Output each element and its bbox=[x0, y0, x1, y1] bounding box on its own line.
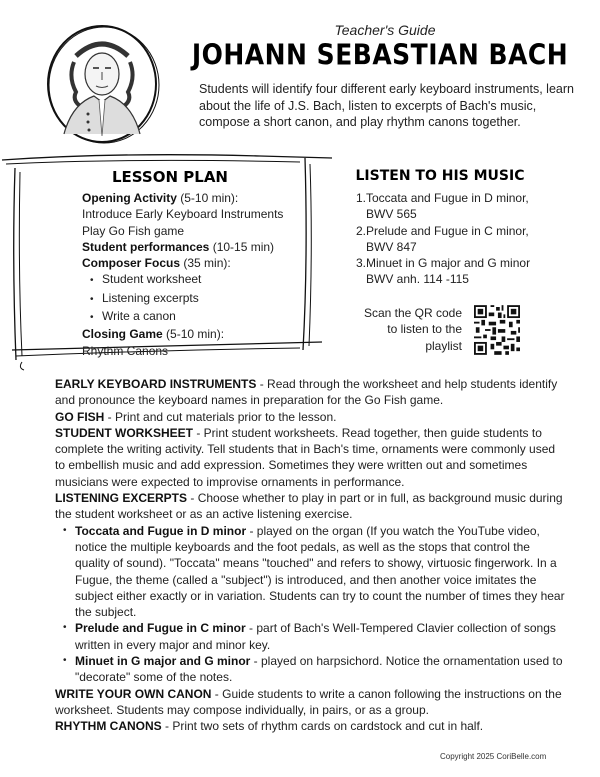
lesson-item-text: Introduce Early Keyboard Instruments bbox=[82, 207, 284, 222]
section-worksheet bbox=[55, 425, 565, 490]
listening-bullets bbox=[55, 523, 565, 686]
listen-item-text: Minuet in G major and G minor BWV anh. 114 -115 bbox=[366, 256, 531, 287]
instructions-body bbox=[55, 376, 565, 735]
section-heading: RHYTHM CANONS bbox=[55, 719, 162, 734]
lesson-item bbox=[82, 326, 322, 342]
lesson-subitem: • Write a canon bbox=[82, 308, 322, 326]
lesson-item-label: Opening Activity bbox=[82, 191, 177, 205]
lesson-item bbox=[82, 239, 322, 255]
lesson-plan-list bbox=[82, 190, 322, 359]
section-text: - Guide students to write a canon following the instructions on the worksheet. Students may compose individually, in pairs, or as a group. bbox=[55, 686, 562, 717]
bach-portrait-icon bbox=[44, 22, 164, 146]
section-text: - Print two sets of rhythm cards on cardstock and cut in half. bbox=[161, 719, 484, 734]
lesson-item-label: Student performances bbox=[82, 239, 210, 254]
listen-item bbox=[356, 223, 556, 256]
lesson-item bbox=[82, 343, 322, 359]
listen-item-number: 1. bbox=[356, 191, 367, 205]
section-canon bbox=[55, 686, 565, 719]
lesson-item-label: Closing Game bbox=[82, 327, 163, 342]
section-heading: STUDENT WORKSHEET bbox=[55, 425, 193, 440]
section-listening bbox=[55, 490, 565, 523]
document-subtitle: Teacher's Guide bbox=[334, 22, 436, 38]
bullet-heading: Minuet in G major and G minor bbox=[75, 654, 251, 669]
section-text: - Read through the worksheet and help students identify and pronounce the keyboard names in preparation for the Go Fish game. bbox=[55, 377, 558, 408]
section-text: - Print student worksheets. Read together, then guide students to complete the writing activity. Tell students that in Bach's time, ornaments were commonly used to embellish music and add expression. Sometimes they were written out and sometimes musicians were expected to improvise ornaments in performance. bbox=[55, 425, 556, 489]
lesson-subitem: • Listening excerpts bbox=[82, 290, 322, 308]
listen-item-text: Toccata and Fugue in D minor, BWV 565 bbox=[366, 191, 529, 222]
section-rhythm bbox=[55, 718, 565, 734]
qr-caption: Scan the QR code to listen to the playlist bbox=[363, 306, 462, 353]
bullet-text: - played on the organ (If you watch the YouTube video, notice the multiple keyboards and the foot pedals, as well as the stops that control the quality of sound). "Toccata" means "touched" and refers to showy, virtuosic fingerwork. In a Fugue, the theme (called a "subject") is introduced, and then another voice imitates the subject either exactly or in variation. Students can try to count the number of times they hear the subject. bbox=[75, 523, 565, 620]
listening-bullet bbox=[75, 523, 565, 621]
lesson-item bbox=[82, 223, 322, 239]
intro-paragraph: Students will identify four different early keyboard instruments, learn about the life of J.S. Bach, listen to excerpts of Bach's music, compose a short canon, and play rhythm canons together. bbox=[199, 82, 574, 129]
lesson-item bbox=[82, 255, 322, 271]
lesson-item-text: Rhythm Canons bbox=[82, 343, 169, 358]
listen-item bbox=[356, 190, 556, 223]
lesson-item-text: Play Go Fish game bbox=[82, 223, 185, 238]
qr-code-icon[interactable] bbox=[474, 305, 520, 355]
listen-list bbox=[356, 190, 556, 288]
lesson-item bbox=[82, 206, 322, 222]
section-text: - Choose whether to play in part or in full, as background music during the student worksheet or as an active listening exercise. bbox=[55, 491, 563, 522]
listen-item-text: Prelude and Fugue in C minor, BWV 847 bbox=[366, 223, 529, 254]
listen-item-number: 2. bbox=[356, 223, 367, 238]
lesson-item-duration: (5-10 min): bbox=[162, 327, 225, 342]
lesson-item bbox=[82, 190, 322, 206]
listening-bullet bbox=[75, 653, 565, 686]
section-text: - Print and cut materials prior to the lesson. bbox=[104, 409, 337, 424]
lesson-plan-title: LESSON PLAN bbox=[112, 168, 228, 186]
bullet-heading: Prelude and Fugue in C minor bbox=[75, 621, 246, 636]
section-early-keyboard bbox=[55, 376, 565, 409]
lesson-item-duration: (35 min): bbox=[180, 256, 231, 271]
listening-bullet bbox=[75, 620, 565, 653]
section-go-fish bbox=[55, 409, 565, 425]
lesson-subitem: • Student worksheet bbox=[82, 271, 322, 289]
listen-item-number: 3. bbox=[356, 256, 367, 271]
page-title: JOHANN SEBASTIAN BACH bbox=[191, 37, 569, 72]
lesson-item-label: Composer Focus bbox=[82, 256, 181, 271]
section-heading: WRITE YOUR OWN CANON bbox=[55, 686, 212, 701]
bullet-text: - part of Bach's Well-Tempered Clavier collection of songs written in every major and minor key. bbox=[75, 621, 556, 652]
bullet-text: - played on harpsichord. Notice the ornamentation used to "decorate" some of the notes. bbox=[75, 654, 563, 685]
bullet-heading: Toccata and Fugue in D minor bbox=[75, 523, 247, 538]
section-heading: LISTENING EXCERPTS bbox=[55, 491, 188, 506]
listen-item bbox=[356, 255, 556, 288]
section-heading: GO FISH bbox=[55, 409, 105, 424]
copyright-notice: Copyright 2025 CoriBelle.com bbox=[440, 752, 547, 761]
section-heading: EARLY KEYBOARD INSTRUMENTS bbox=[55, 377, 257, 391]
lesson-item-duration: (5-10 min): bbox=[176, 191, 239, 205]
lesson-item-duration: (10-15 min) bbox=[209, 239, 275, 254]
listen-title: LISTEN TO HIS MUSIC bbox=[355, 168, 525, 184]
